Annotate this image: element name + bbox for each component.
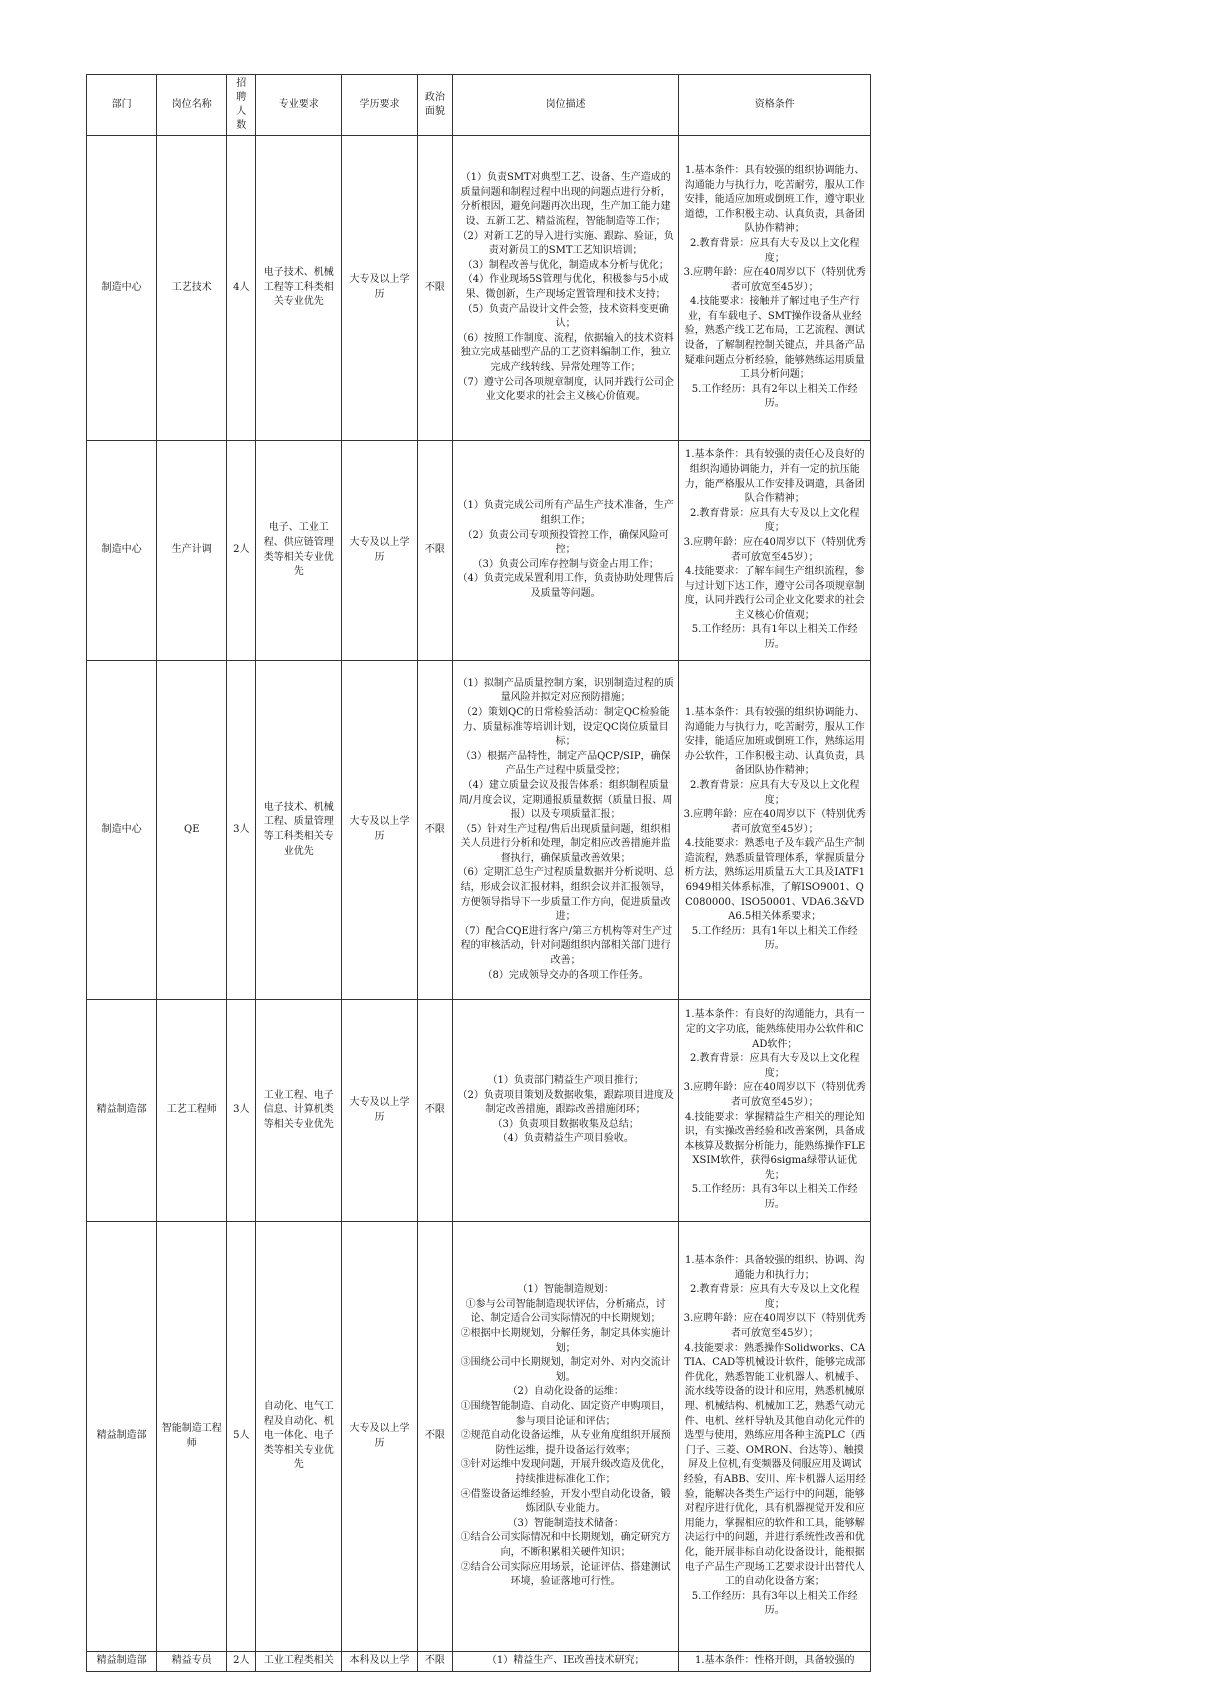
desc-line: ②规范自动化设备运维，从专业角度组织开展预防性运维，提升设备运行效率； xyxy=(460,1430,671,1456)
edu-cell: 大专及以上学历 xyxy=(342,1222,418,1652)
dept-cell: 精益制造部 xyxy=(87,1000,157,1222)
edu-cell: 大专及以上学历 xyxy=(342,441,418,661)
qual-line: 1.基本条件：性格开朗，具备较强的 xyxy=(694,1655,855,1666)
count-cell: 5人 xyxy=(227,1222,256,1652)
dept-cell: 精益制造部 xyxy=(87,1652,157,1672)
major-cell: 电子技术、机械工程、质量管理等工科类相关专业优先 xyxy=(256,661,342,1000)
qual-line: 2.教育背景：应具有大专及以上文化程度； xyxy=(689,1284,860,1310)
desc-line: （1）负责部门精益生产项目推行； xyxy=(487,1075,644,1087)
desc-cell xyxy=(452,661,679,1000)
table-row xyxy=(87,441,871,661)
desc-line: （6）按照工作制度、流程，依据输入的技术资料独立完成基础型产品的工艺资料编制工作，独立完成产线转线、异常处理等工作； xyxy=(457,332,674,373)
table-row xyxy=(87,1000,871,1222)
desc-line: （2）自动化设备的运维： xyxy=(507,1386,624,1398)
major-cell: 电子技术、机械工程等工科类相关专业优先 xyxy=(256,136,342,441)
count-cell: 3人 xyxy=(227,661,256,1000)
desc-line: （3）负责项目数据收集及总结； xyxy=(492,1118,639,1130)
qual-line: 3.应聘年龄：应在40周岁以下（特别优秀者可放宽至45岁）； xyxy=(683,809,866,835)
qual-line: 2.教育背景：应具有大专及以上文化程度； xyxy=(689,779,860,806)
qual-line: 4.技能要求：了解车间生产组织流程，参与过计划下达工作，遵守公司各项规章制度，认同并践行公司企业文化要求的社会主义核心价值观； xyxy=(684,566,865,621)
desc-line: ①结合公司实际情况和中长期规划，确定研究方向，不断积累相关硬件知识； xyxy=(460,1532,671,1558)
desc-line: （7）遵守公司各项规章制度，认同并践行公司企业文化要求的社会主义核心价值观。 xyxy=(457,376,674,403)
desc-line: ③针对运维中发现问题，开展升级改造及优化，持续推进标准化工作； xyxy=(460,1459,671,1485)
desc-line: （1）智能制造规划： xyxy=(517,1284,614,1296)
desc-line: （4）负责精益生产项目验收。 xyxy=(497,1133,634,1145)
dept-cell: 精益制造部 xyxy=(87,1222,157,1652)
title-cell: 工艺技术 xyxy=(157,136,227,441)
political-cell: 不限 xyxy=(417,136,452,441)
edu-cell: 大专及以上学历 xyxy=(342,661,418,1000)
qual-line: 4.技能要求：接触并了解过电子生产行业，有车载电子、SMT操作设备从业经验，熟悉产线工艺布局，工艺流程、测试设备，了解制程控制关键点，并具备产品疑难问题点分析经验，能够熟练运用质量工具分析问题； xyxy=(684,296,865,381)
desc-line: （5）负责产品设计文件会签，技术资料变更确认； xyxy=(462,303,669,330)
qual-line: 4.技能要求：熟悉电子及车载产品生产制造流程，熟悉质量管理体系，掌握质量分析方法，熟练运用质量五大工具及IATF16949相关体系标准，了解ISO9001、QC080000、ISO50001、VDA6.3&VDA6.5相关体系要求； xyxy=(684,838,866,923)
qual-cell xyxy=(679,1652,871,1672)
qual-cell xyxy=(679,136,871,441)
header-dept: 部门 xyxy=(87,75,157,136)
desc-line: （4）建立质量会议及报告体系：组织制程质量周/月度会议，定期通报质量数据（质量日报、周报）以及专项质量汇报； xyxy=(458,779,673,821)
qual-line: 1.基本条件：有良好的沟通能力，具有一定的文字功底，能熟练使用办公软件和CAD软件； xyxy=(684,1009,865,1050)
title-cell: QE xyxy=(157,661,227,1000)
desc-cell xyxy=(452,441,679,661)
table-row xyxy=(87,661,871,1000)
qual-line: 1.基本条件：具有较强的责任心及良好的组织沟通协调能力，并有一定的抗压能力，能严格服从工作安排及调遣，具备团队合作精神； xyxy=(684,449,865,505)
dept-cell: 制造中心 xyxy=(87,441,157,661)
desc-line: （3）智能制造技术储备： xyxy=(507,1517,624,1529)
header-row xyxy=(87,75,871,136)
political-cell: 不限 xyxy=(417,661,452,1000)
qual-line: 1.基本条件：具备较强的组织、协调、沟通能力和执行力； xyxy=(684,1255,865,1281)
qual-line: 1.基本条件：具有较强的组织协调能力、沟通能力与执行力，吃苦耐劳，服从工作安排，能适应加班或倒班工作，遵守职业道德，工作积极主动、认真负责，具备团队协作精神； xyxy=(684,164,865,235)
table-row xyxy=(87,1652,871,1672)
major-cell: 自动化、电气工程及自动化、机电一体化、电子类等相关专业优先 xyxy=(256,1222,342,1652)
title-cell: 精益专员 xyxy=(157,1652,227,1672)
qual-cell xyxy=(679,661,871,1000)
desc-line: （1）负责SMT对典型工艺、设备、生产造成的质量问题和制程过程中出现的问题点进行分析，分析根因，避免问题再次出现，生产加工能力建设、五新工艺、精益流程，智能制造等工作； xyxy=(460,172,671,228)
desc-line: ②根据中长期规划，分解任务，制定具体实施计划； xyxy=(460,1328,671,1354)
desc-line: （1）负责完成公司所有产品生产技术准备，生产组织工作； xyxy=(457,500,674,527)
desc-cell xyxy=(452,1222,679,1652)
header-edu: 学历要求 xyxy=(342,75,418,136)
political-cell: 不限 xyxy=(417,1222,452,1652)
title-cell: 生产计调 xyxy=(157,441,227,661)
political-cell: 不限 xyxy=(417,441,452,661)
desc-line: ①参与公司智能制造现状评估，分析痛点，讨论、制定适合公司实际情况的中长期规划； xyxy=(465,1298,666,1325)
title-cell: 工艺工程师 xyxy=(157,1000,227,1222)
qual-cell xyxy=(679,1222,871,1652)
desc-cell xyxy=(452,136,679,441)
edu-cell: 本科及以上学 xyxy=(342,1652,418,1672)
header-qual: 资格条件 xyxy=(679,75,871,136)
desc-line: （1）精益生产、IE改善技术研究； xyxy=(486,1655,645,1666)
desc-line: ②结合公司实际应用场景，论证评估、搭建测试环境，验证落地可行性。 xyxy=(460,1561,671,1588)
qual-line: 3.应聘年龄：应在40周岁以下（特别优秀者可放宽至45岁）； xyxy=(683,267,866,293)
count-cell: 4人 xyxy=(227,136,256,441)
qual-line: 4.技能要求：掌握精益生产相关的理论知识，有实操改善经验和改善案例，具备成本核算及数据分析能力，能熟练操作FLEXSIM软件，获得6sigma绿带认证优先； xyxy=(684,1111,866,1181)
major-cell: 电子、工业工程、供应链管理类等相关专业优先 xyxy=(256,441,342,661)
table-row xyxy=(87,1222,871,1652)
desc-line: ③围绕公司中长期规划，制定对外、对内交流计划。 xyxy=(460,1357,671,1383)
desc-line: （2）负责项目策划及数据收集，跟踪项目进度及制定改善措施，跟踪改善措施闭环； xyxy=(457,1089,674,1116)
qual-cell xyxy=(679,1000,871,1222)
qual-line: 3.应聘年龄：应在40周岁以下（特别优秀者可放宽至45岁）； xyxy=(683,536,866,563)
qual-line: 2.教育背景：应具有大专及以上文化程度； xyxy=(689,237,860,264)
desc-line: （1）拟制产品质量控制方案，识别制造过程的质量风险并拟定对应预防措施； xyxy=(457,677,674,704)
header-title: 岗位名称 xyxy=(157,75,227,136)
qual-line: 3.应聘年龄：应在40周岁以下（特别优秀者可放宽至45岁）； xyxy=(683,1313,866,1340)
count-cell: 2人 xyxy=(227,1652,256,1672)
header-desc: 岗位描述 xyxy=(452,75,679,136)
qual-cell xyxy=(679,441,871,661)
header-major: 专业要求 xyxy=(256,75,342,136)
qual-line: 5.工作经历：具有1年以上相关工作经历。 xyxy=(691,624,858,651)
desc-line: （2）策划QC的日常检验活动：制定QC检验能力、质量标准等培训计划，设定QC岗位质量目标； xyxy=(461,706,670,748)
recruitment-table xyxy=(86,74,871,1672)
qual-line: 2.教育背景：应具有大专及以上文化程度； xyxy=(689,507,860,534)
qual-line: 2.教育背景：应具有大专及以上文化程度； xyxy=(689,1053,860,1079)
desc-cell xyxy=(452,1000,679,1222)
edu-cell: 大专及以上学历 xyxy=(342,1000,418,1222)
desc-line: （5）针对生产过程/售后出现质量问题，组织相关人员进行分析和处理，制定相应改善措施并监督执行，确保质量改善效果； xyxy=(460,823,671,864)
desc-line: （7）配合CQE进行客户/第三方机构等对生产过程的审核活动，针对问题组织内部相关部门进行改善； xyxy=(459,925,673,967)
desc-line: （3）根据产品特性，制定产品QCP/SIP，确保产品生产过程中质量受控； xyxy=(460,750,671,777)
political-cell: 不限 xyxy=(417,1652,452,1672)
desc-line: （8）完成领导交办的各项工作任务。 xyxy=(482,969,649,981)
title-cell: 智能制造工程师 xyxy=(157,1222,227,1652)
major-cell: 工业工程类相关 xyxy=(256,1652,342,1672)
qual-line: 3.应聘年龄：应在40周岁以下（特别优秀者可放宽至45岁）； xyxy=(683,1082,866,1108)
political-cell: 不限 xyxy=(417,1000,452,1222)
desc-cell xyxy=(452,1652,679,1672)
desc-line: （2）对新工艺的导入进行实施、跟踪、验证，负责对新员工的SMT工艺知识培训； xyxy=(457,230,674,257)
qual-line: 1.基本条件：具有较强的组织协调能力、沟通能力与执行力，吃苦耐劳，服从工作安排，能适应加班或倒班工作，熟练运用办公软件，工作积极主动、认真负责，具备团队协作精神； xyxy=(684,706,865,777)
desc-line: （4）作业现场5S管理与优化，积极参与5小成果、微创新，生产现场定置管理和技术支持； xyxy=(462,274,669,300)
header-count: 招聘人数 xyxy=(227,75,256,136)
table-row xyxy=(87,136,871,441)
header-political: 政治面貌 xyxy=(417,75,452,136)
qual-line: 5.工作经历：具有2年以上相关工作经历。 xyxy=(691,383,858,410)
count-cell: 3人 xyxy=(227,1000,256,1222)
edu-cell: 大专及以上学历 xyxy=(342,136,418,441)
dept-cell: 制造中心 xyxy=(87,661,157,1000)
desc-line: （3）负责公司库存控制与资金占用工作； xyxy=(472,558,659,570)
qual-line: 4.技能要求：熟悉操作Solidworks、CATIA、CAD等机械设计软件，能够完成部件优化，熟悉智能工业机器人、机械手、流水线等设备的设计和应用，熟悉机械原理、机械结构、机械加工艺，熟悉气动元件、电机、丝杆导轨及其他自动化元件的选型与使用，熟练应用各种主流PLC（西门子、三菱、OMRON、台达等）、触摸屏及上位机,有变频器及伺服应用及调试经验，有ABB、安川、库卡机器人运用经验，能解决各类生产运行中的问题，能够对程序进行优化，具有机器视觉开发和应用能力，掌握相应的软件和工具，能够解决运行中的问题，并进行系统性改善和优化，能开展非标自动化设备设计，能根据电子产品生产现场工艺要求设计出替代人工的自动化设备方案； xyxy=(683,1342,866,1588)
desc-line: ④借鉴设备运维经验，开发小型自动化设备，锻炼团队专业能力。 xyxy=(460,1488,671,1515)
dept-cell: 制造中心 xyxy=(87,136,157,441)
desc-line: （6）定期汇总生产过程质量数据并分析说明、总结，形成会议汇报材料，组织会议并汇报领导，方便领导指导下一步质量工作方向，促进质量改进； xyxy=(457,867,674,923)
qual-line: 5.工作经历：具有1年以上相关工作经历。 xyxy=(691,925,858,952)
desc-line: （3）制程改善与优化，制造成本分析与优化； xyxy=(462,259,669,271)
qual-line: 5.工作经历：具有3年以上相关工作经历。 xyxy=(691,1590,858,1617)
desc-line: （2）负责公司专项预投管控工作，确保风险可控； xyxy=(462,529,669,556)
desc-line: （4）负责完成呆置利用工作，负责协助处理售后及质量等问题。 xyxy=(457,573,674,599)
count-cell: 2人 xyxy=(227,441,256,661)
qual-line: 5.工作经历：具有3年以上相关工作经历。 xyxy=(691,1184,858,1211)
major-cell: 工业工程、电子信息、计算机类等相关专业优先 xyxy=(256,1000,342,1222)
desc-line: ①围绕智能制造、自动化、固定资产申购项目，参与项目论证和评估； xyxy=(460,1401,671,1427)
